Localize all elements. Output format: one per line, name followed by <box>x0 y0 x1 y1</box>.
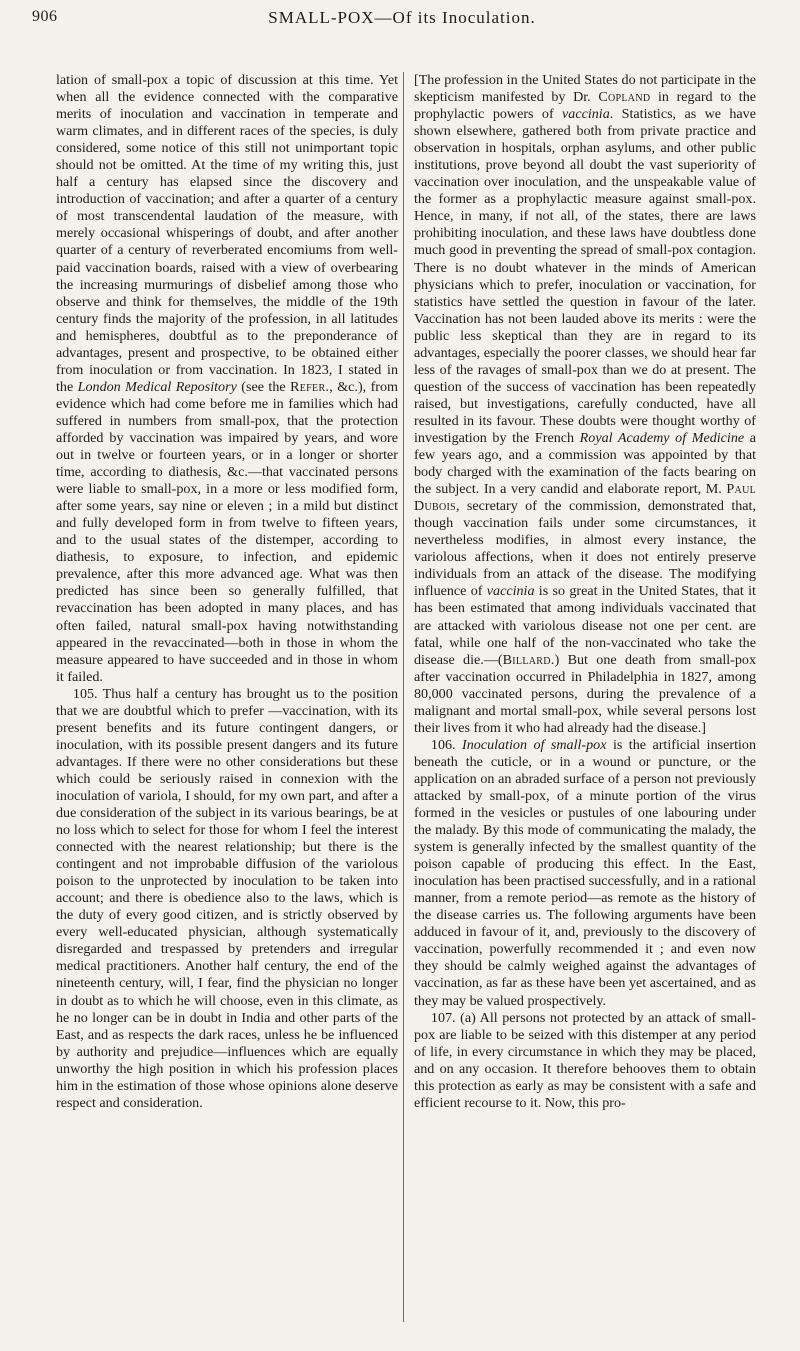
right-column <box>414 72 756 1112</box>
right-paragraph-106: 106. Inoculation of small-pox is the artificial insertion beneath the cuticle, or in a wound or puncture, or the application on an abraded surface of a person not previously attacked by small-pox, of a minute portion of the virus formed in the vesicles or pustules of one labouring under the malady. By this mode of communicating the malady, the system is generally infected by the smallest quantity of the poison capable of producing this effect. In the East, inoculation has been practised successfully, and in a rational manner, from a remote period—as remote as the history of the disease carries us. The following arguments have been adduced in favour of it, and, previously to the discovery of vaccination, powerfully recommended it ; and even now they should be calmly weighed against the advantages of vaccination, as far as these have been yet ascertained, and as they may be valued prospectively. <box>414 736 756 1009</box>
academy-name: Royal Academy of Medicine <box>579 429 745 446</box>
citation-billard: Billard. <box>502 651 555 668</box>
left-paragraph-1: lation of small-pox a topic of discussion at this time. Yet when all the evidence connected with the comparative merits of inoculation and vaccination in temperate and warm climates, and in different races of the species, is duly considered, some notice of this still not unimportant topic should not be omitted. At the time of my writing this, just half a century has elapsed since the discovery and introduction of vaccination; and after a quarter of a century of most transcendental laudation of the measure, with merely occasional whisperings of doubt, and after another quarter of a century of reverberated encomiums from well-paid vaccination boards, raised with a view of overbearing the increasing murmurings of disbelief among those who observe and think for themselves, the middle of the 19th century finds the majority of the profession, in all latitudes and hemispheres, doubtful as to the preponderance of advantages, present and prospective, to be obtained either from inoculation or from vaccination. In 1823, I stated in the London Medical Repository (see the Refer., &c.), from evidence which had come before me in families which had suffered in numbers from small-pox, that the protection afforded by vaccination was impaired by years, and wore out in twelve or fourteen years, or in a longer or shorter time, according to diathesis, &c.—that vaccinated persons were liable to small-pox, in a more or less modified form, after some years, say nine or eleven ; in a mild but distinct and fully developed form in from twelve to fifteen years, and to the usual states of the distemper, according to diathesis, to exposure, to infection, and epidemic prevalence, after this more advanced age. What was then predicted has since been so generally fulfilled, that revaccination has been adopted in many places, and has often failed, natural small-pox having notwithstanding appeared in the revaccinated—both in those in whom the measure appeared to have succeeded and in those in whom it failed. <box>56 72 398 685</box>
cross-reference: Refer. <box>290 378 330 395</box>
left-column <box>56 72 398 1112</box>
page-number: 906 <box>32 8 58 25</box>
left-paragraph-105: 105. Thus half a century has brought us to the position that we are doubtful which to prefer —vaccination, with its present benefits and its future contingent dangers, or inoculation, with its possible present dangers and its future advantages. If there were no other considerations but these which could be seriously raised in connexion with the inoculation of variola, I should, for my own part, and after a due consideration of the subject in its various bearings, be at no loss which to select for those for whom I feel the interest connected with the nearest relationship; but there is the contingent and not improbable diffusion of the variolous poison to the unprotected by inoculation to be taken into account; and there is obedience also to the laws, which is the duty of every good citizen, and is strictly observed by every well-educated physician, although systematically disregarded and trespassed by pretenders and irregular medical practitioners. Another half century, the end of the nineteenth century, will, I fear, find the physician no longer in doubt as to which he will choose, even in this climate, as he no longer can be in doubt in India and other parts of the East, and as respects the dark races, unless he be influenced by authority and prejudice—influences which are equally unworthy the high position in which his profession places him in the estimation of those whose opinions alone deserve respect and consideration. <box>56 685 398 1111</box>
running-title: SMALL-POX—Of its Inoculation. <box>268 8 536 27</box>
page-header <box>32 8 772 34</box>
author-name: Copland <box>598 89 651 106</box>
right-paragraph-107: 107. (a) All persons not protected by an attack of small-pox are liable to be seized with this distemper at any period of life, in every circumstance in which they may be placed, and on any occasion. It therefore behooves them to obtain this protection as early as may be consistent with a safe and efficient recourse to it. Now, this pro- <box>414 1009 756 1111</box>
column-divider <box>403 72 404 1322</box>
editor-note-paragraph: [The profession in the United States do not participate in the skepticism manifested by Dr. Copland in regard to the prophylactic powers of vaccinia. Statistics, as we have shown elsewhere, gathered both from private practice and observation in hospitals, orphan asylums, and other public institutions, prove beyond all doubt the vast superiority of vaccination over inoculation, and the unspeakable value of the former as a prophylactic measure against small-pox. Hence, in many, if not all, of the states, there are laws prohibiting inoculation, and these laws have doubtless done much good in preventing the spread of small-pox contagion. There is no doubt whatever in the minds of American physicians which to prefer, inoculation or vaccination, for statistics have settled the question in favour of the later. Vaccination has not been lauded above its merits : were the public less skeptical than they are in regard to its advantages, especially the poorer classes, we should hear far less of the ravages of small-pox than we do at present. The question of the success of vaccination has been repeatedly raised, but investigations, carefully conducted, have all resulted in its favour. These doubts were thought worthy of investigation by the French Royal Academy of Medicine a few years ago, and a commission was appointed by that body charged with the examination of the facts bearing on the subject. In a very candid and elaborate report, M. Paul Dubois, secretary of the commission, demonstrated that, though vaccination fails under some circumstances, it nevertheless modifies, in almost every instance, the variolous affections, when it does not entirely preserve individuals from an attack of the disease. The modifying influence of vaccinia is so great in the United States, that it has been estimated that among individuals vaccinated that are attacked with variolous disease not one per cent. are fatal, while one half of the non-vaccinated who take the disease die.—(Billard.) But one death from small-pox after vaccination occurred in Philadelphia in 1827, among 80,000 vaccinated persons, during the prevalence of a malignant and mortal small-pox, while several persons lost their lives from it who had already had the disease.] <box>414 72 756 736</box>
section-heading: Inoculation of small-pox <box>462 736 607 753</box>
author-name-dubois: Paul Dubois <box>414 481 756 515</box>
journal-title: London Medical Repository <box>77 378 237 395</box>
